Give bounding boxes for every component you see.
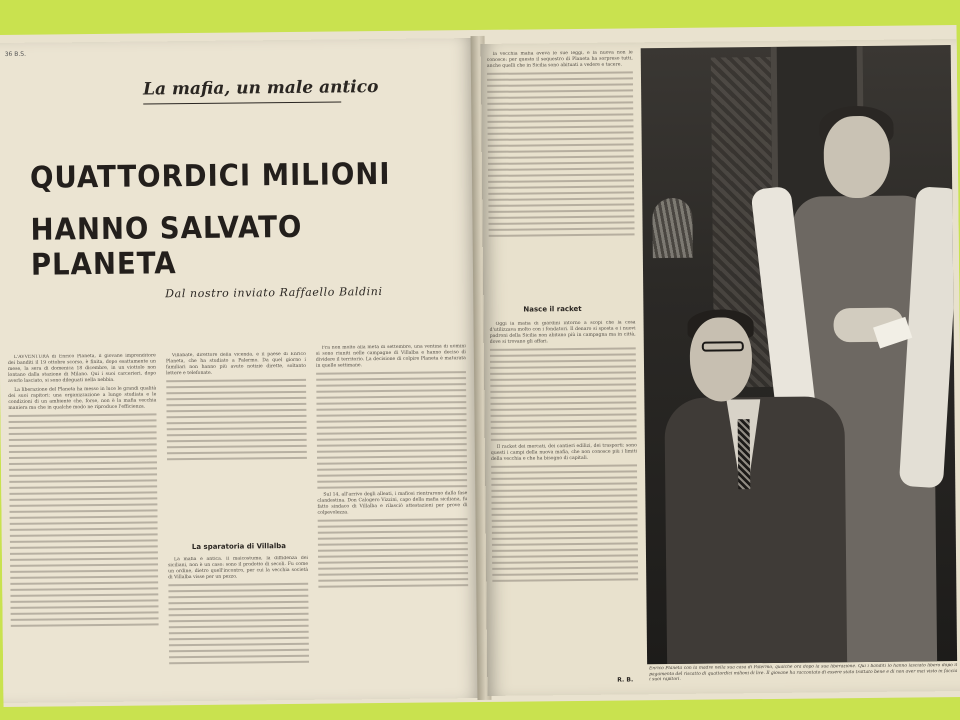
woman-face	[823, 116, 890, 199]
section-subhead: La sparatoria di Villalba	[191, 542, 286, 552]
author-initials: R. B.	[617, 676, 634, 684]
man-figure	[664, 396, 847, 664]
decorative-fan	[652, 198, 693, 258]
paragraph: la vecchia mafia aveva le sue leggi, e la nuova non le conosce: per questo il sequestro di Planeta ha sorpreso tutti, anche quelli che in Sicilia sono abituati a vedere e tacere.	[486, 50, 633, 69]
left-page	[0, 38, 482, 703]
headline-line-1: QUATTORDICI MILIONI	[29, 156, 391, 196]
photo-caption: Enrico Planeta con la madre nella sua casa di Palermo, qualche ora dopo la sua liberazione. Qui i banditi lo hanno lasciato libero dopo il pagamento del riscatto di quattordici milioni di lire. Il giovane ha raccontato di essere stato trattato bene e di non aver mai visto in faccia i suoi rapitori.	[649, 663, 958, 683]
paragraph: L'AVVENTURA di Enrico Planeta, il giovane imprenditore dei banditi il 19 ottobre scorso, è finita, dopo esattamente un mese, la sera di domenica 18 dicembre, in un viottolo non lontano dalla stazione di Milano. Qui i suoi carcerieri, dopo averlo lasciato, si sono dileguati nella nebbia.	[7, 353, 157, 384]
paragraph: Oggi la mafia di giardini intorno a scopi che la cosa d'utilizzava molto con i fondatori. Il denaro si sposta e i nuovi padroni della Sicilia non abitano più in campagna ma in città, dove si trovano gli affari.	[489, 320, 636, 345]
article-kicker: La mafia, un male antico	[142, 77, 379, 100]
magazine-spread	[0, 25, 960, 707]
article-photo	[641, 45, 957, 664]
right-text-column-top	[487, 50, 635, 288]
text-column-2b	[168, 556, 309, 697]
man-face	[690, 317, 753, 402]
right-page	[481, 39, 960, 696]
necktie	[738, 419, 751, 489]
paragraph: Villabate, direttore della vicenda, è il paese di Enrico Planeta, che ha studiato a Palermo. Da quel giorno i familiari non hanno più avuto notizie dirette, soltanto lettere e telefonate.	[165, 351, 307, 377]
byline: Dal nostro inviato Raffaello Baldini	[165, 285, 383, 301]
paragraph: Fra non molto alla metà di settembre, una ventina di uomini si sono riuniti nelle campagne di Villalba e hanno deciso di dividere il territorio. La decisione di colpire Planeta è maturata in quelle settimane.	[315, 344, 466, 369]
page-folio: 36 B.S.	[4, 50, 27, 58]
text-column-1	[8, 353, 160, 699]
glasses	[702, 341, 744, 351]
paragraph: Sul 14, all'arrivo degli alleati, i mafiosi rientrarono dalla fase clandestina. Don Calogero Vizzini, capo della mafia siciliana, fu fatto sindaco di Villalba e rilasciò attestazioni per prove di colpevolezza.	[317, 491, 468, 516]
text-column-3	[316, 344, 470, 696]
paragraph: La mafia è antica. Il malcostume, la diffidenza dei siciliani, non è un caso: sono il prodotto di secoli. Fu come un ordine, dietro quell'incontro, per cui la vecchia società di Villalba visse per un pezzo.	[168, 555, 309, 581]
paragraph: La liberazione del Planeta ha messo in luce le grandi qualità dei suoi rapitori: una organizzazione a lungo studiata e le condizioni di un ambiente che, forse, non è la mafia vecchia maniera ma che in qualche modo ne riproduce l'efficienza.	[8, 386, 157, 411]
paragraph: Il racket dei mercati, dei cantieri edilizi, dei trasporti: sono questi i campi della nuova mafia, che non conosce più i limiti della vecchia e che ha bisogno di capitali.	[490, 443, 637, 462]
kicker-underline	[143, 101, 341, 104]
right-text-column-bottom	[490, 320, 640, 666]
headline-line-2: HANNO SALVATO PLANETA	[30, 209, 303, 283]
section-subhead: Nasce il racket	[523, 304, 582, 314]
